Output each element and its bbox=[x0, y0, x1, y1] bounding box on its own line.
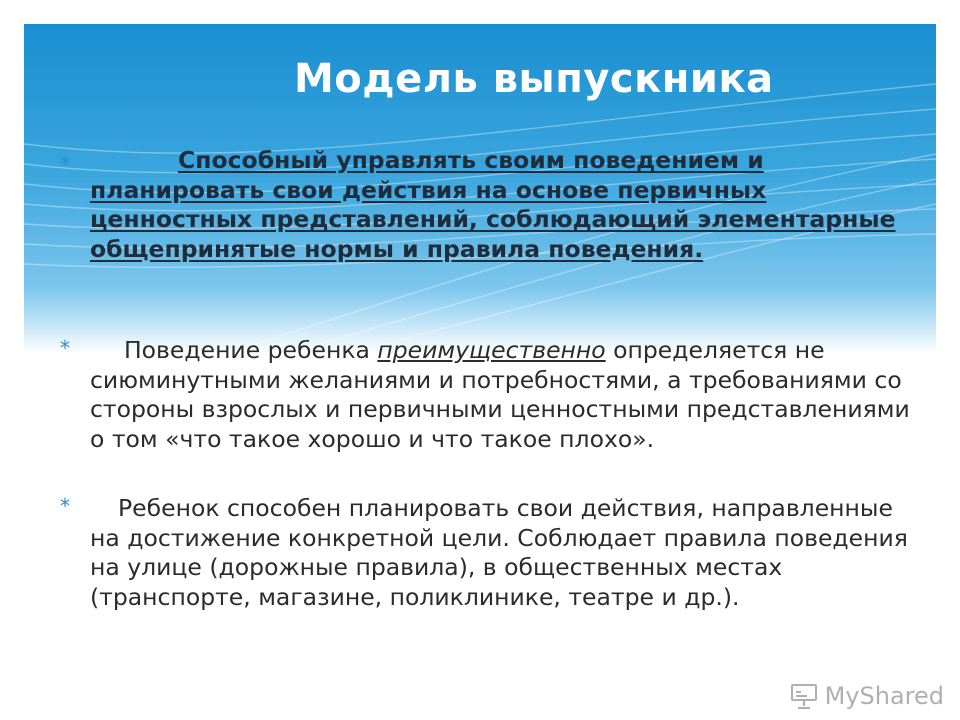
bullet-marker: * bbox=[60, 494, 70, 518]
slide bbox=[24, 24, 936, 688]
bullet-marker: * bbox=[60, 336, 70, 360]
bullet-text-start: Поведение ребенка bbox=[124, 336, 378, 364]
slide-title: Модель выпускника bbox=[294, 56, 774, 102]
bullet-item-2 bbox=[90, 336, 910, 454]
bullet-text: Способный управлять своим поведением и планировать свои действия на основе первичных ценностных представлений, соблюдающий элементарные общепринятые нормы и правила поведения. bbox=[90, 146, 896, 263]
bullet-text: Ребенок способен планировать свои действия, направленные на достижение конкретной цели. Соблюдает правила поведения на улице (дорожные правила), в общественных местах (транспорте, магазине, поликлинике, театре и др.). bbox=[90, 494, 908, 611]
presentation-board-icon bbox=[789, 682, 819, 710]
bullet-text-end: определяется не сиюминутными желаниями и потребностями, а требованиями со стороны взрослых и первичными ценностными представлениями о том «что такое хорошо и что такое плохо». bbox=[90, 336, 910, 453]
emphasized-word: преимущественно bbox=[377, 336, 606, 364]
bullet-item-1 bbox=[90, 146, 910, 264]
watermark-text: MyShared bbox=[824, 682, 944, 710]
bullet-item-3 bbox=[90, 494, 910, 612]
watermark bbox=[789, 682, 944, 710]
bullet-marker: * bbox=[60, 152, 70, 176]
